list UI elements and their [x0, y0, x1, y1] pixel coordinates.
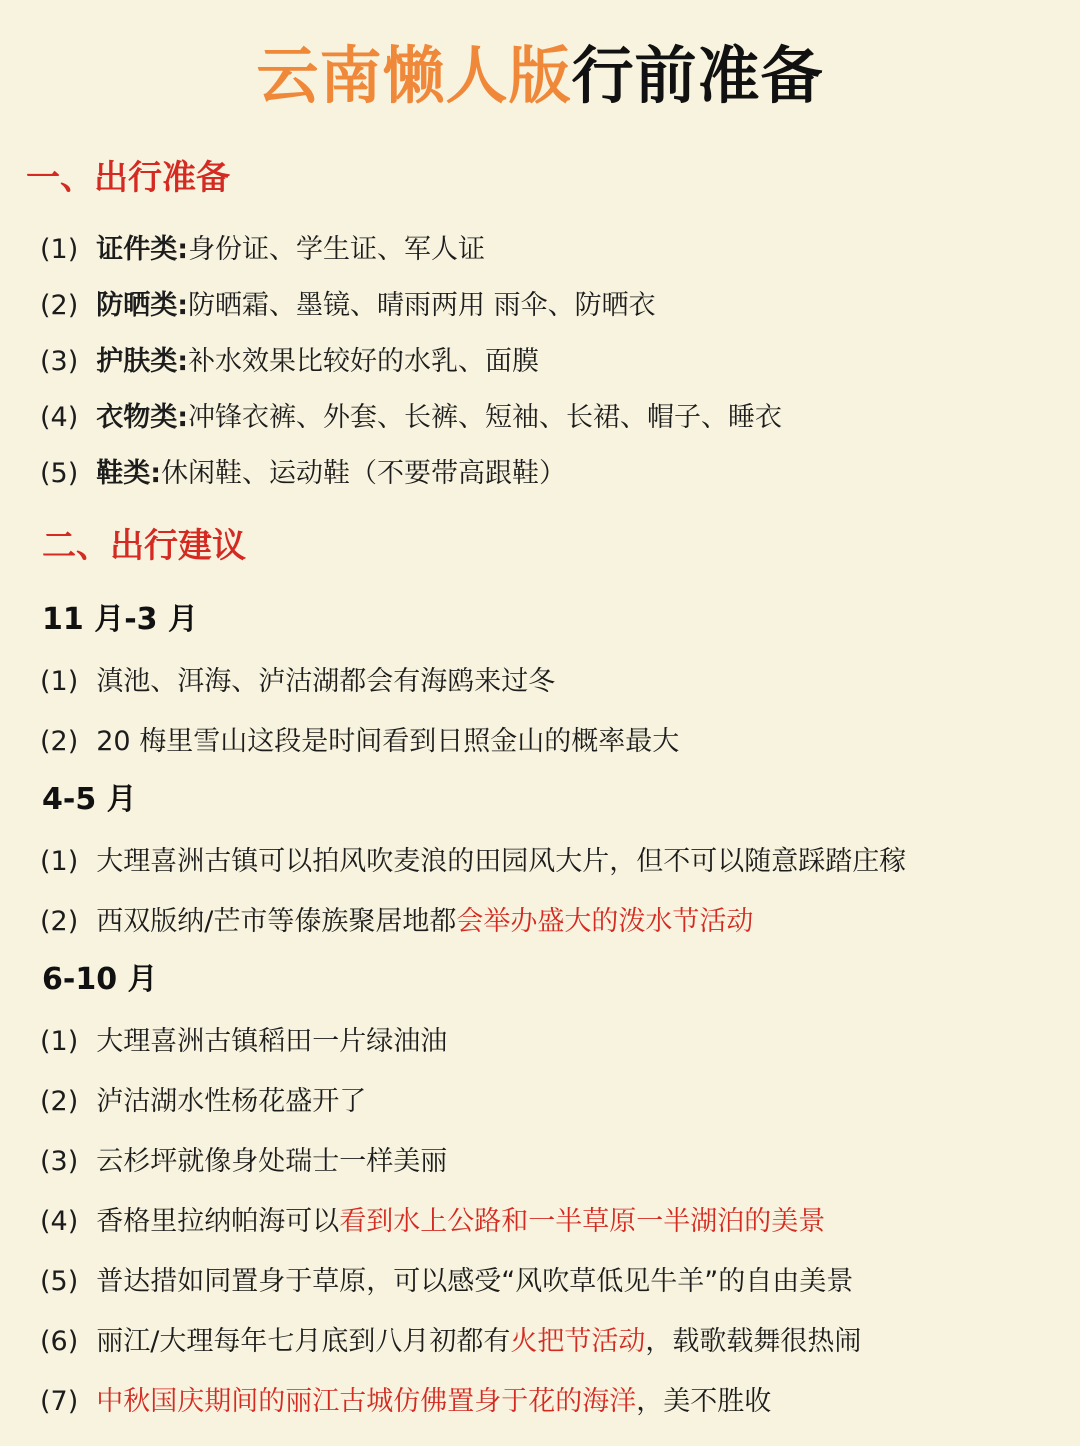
highlight-text: 会举办盛大的泼水节活动: [456, 906, 754, 937]
list-item: (7) 中秋国庆期间的丽江古城仿佛置身于花的海洋，美不胜收: [40, 1386, 772, 1417]
list-item: (2) 防晒类:防晒霜、墨镜、晴雨两用 雨伞、防晒衣: [40, 290, 656, 321]
list-item: (4) 衣物类:冲锋衣裤、外套、长裤、短袖、长裙、帽子、睡衣: [40, 402, 783, 433]
page-title: [0, 36, 1080, 116]
list-item: (5) 普达措如同置身于草原，可以感受“风吹草低见牛羊”的自由美景: [40, 1266, 854, 1297]
period-heading: 11 月-3 月: [42, 602, 198, 637]
highlight-text: 火把节活动: [510, 1326, 646, 1357]
list-item: (5) 鞋类:休闲鞋、运动鞋（不要带高跟鞋）: [40, 458, 567, 489]
title-main: 行前准备: [571, 39, 824, 112]
period-heading: 4-5 月: [42, 782, 137, 817]
list-item: (2) 20 梅里雪山这段是时间看到日照金山的概率最大: [40, 726, 680, 757]
list-item: (2) 西双版纳/芒市等傣族聚居地都会举办盛大的泼水节活动: [40, 906, 754, 937]
list-item: (4) 香格里拉纳帕海可以看到水上公路和一半草原一半湖泊的美景: [40, 1206, 826, 1237]
list-item: (1) 大理喜洲古镇稻田一片绿油油: [40, 1026, 448, 1057]
list-item: (1) 证件类:身份证、学生证、军人证: [40, 234, 486, 265]
highlight-text: 中秋国庆期间的丽江古城仿佛置身于花的海洋: [96, 1386, 637, 1417]
list-item: (3) 云杉坪就像身处瑞士一样美丽: [40, 1146, 448, 1177]
list-item: (1) 大理喜洲古镇可以拍风吹麦浪的田园风大片，但不可以随意踩踏庄稼: [40, 846, 907, 877]
list-item: (3) 护肤类:补水效果比较好的水乳、面膜: [40, 346, 540, 377]
title-highlight: 云南懒人版: [256, 39, 572, 112]
highlight-text: 看到水上公路和一半草原一半湖泊的美景: [339, 1206, 826, 1237]
list-item: (1) 滇池、洱海、泸沽湖都会有海鸥来过冬: [40, 666, 556, 697]
section-heading-preparation: 一、出行准备: [26, 158, 230, 198]
period-heading: 6-10 月: [42, 962, 158, 997]
section-heading-suggestions: 二、出行建议: [42, 526, 246, 566]
list-item: (6) 丽江/大理每年七月底到八月初都有火把节活动，载歌载舞很热闹: [40, 1326, 862, 1357]
list-item: (2) 泸沽湖水性杨花盛开了: [40, 1086, 367, 1117]
